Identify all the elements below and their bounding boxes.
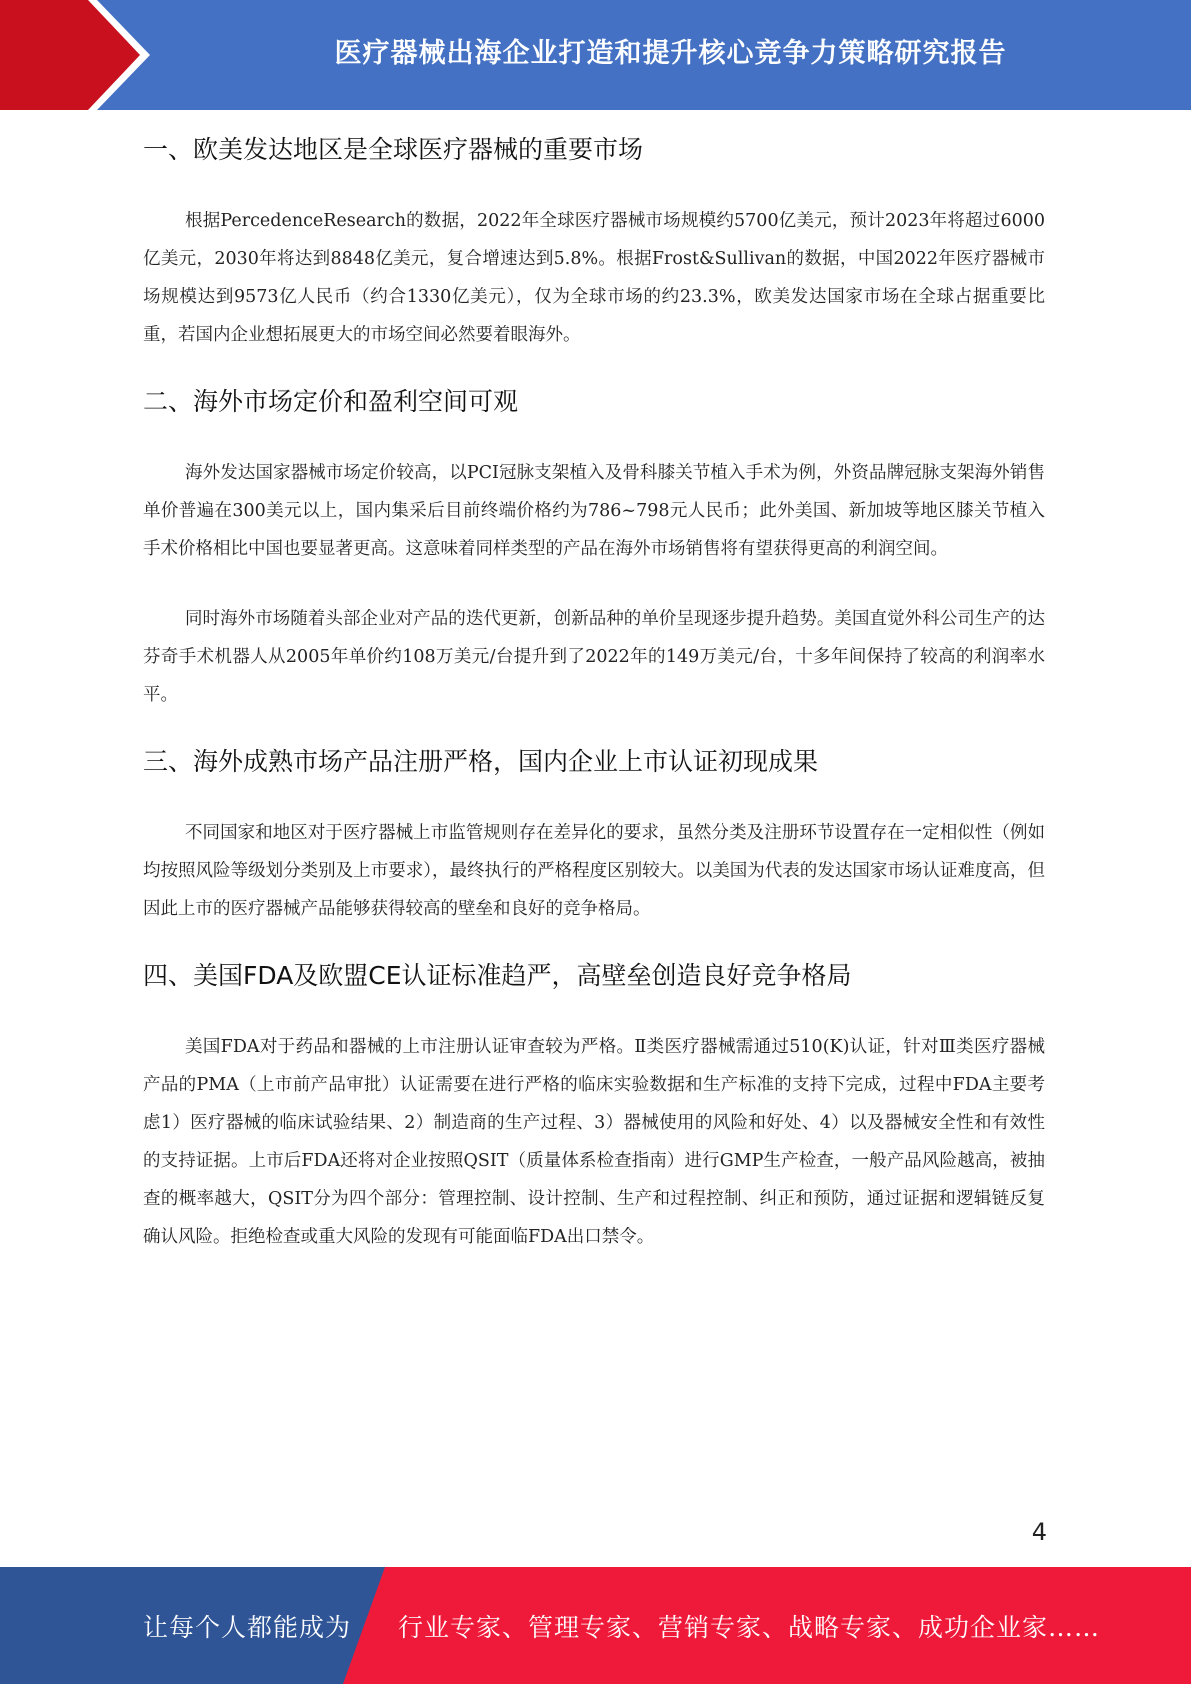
section-2-paragraph-2: 同时海外市场随着头部企业对产品的迭代更新，创新品种的单价呈现逐步提升趋势。美国直觉外科公司生产的达芬奇手术机器人从2005年单价约108万美元/台提升到了2022年的149万美元/台，十多年间保持了较高的利润率水平。	[143, 609, 1045, 705]
section-heading-1: 一、欧美发达地区是全球医疗器械的重要市场	[143, 135, 644, 164]
footer-slogan-left: 让每个人都能成为	[143, 1612, 352, 1642]
page-header	[0, 0, 1191, 110]
page-footer	[0, 1567, 1191, 1684]
section-3-paragraph-1: 不同国家和地区对于医疗器械上市监管规则存在差异化的要求，虽然分类及注册环节设置存在一定相似性（例如均按照风险等级划分类别及上市要求），最终执行的严格程度区别较大。以美国为代表的发达国家市场认证难度高，但因此上市的医疗器械产品能够获得较高的壁垒和良好的竞争格局。	[143, 823, 1045, 919]
section-1-paragraph-1: 根据PercedenceResearch的数据，2022年全球医疗器械市场规模约5700亿美元，预计2023年将超过6000亿美元，2030年将达到8848亿美元，复合增速达到5.8%。根据Frost&Sullivan的数据，中国2022年医疗器械市场规模达到9573亿人民币（约合1330亿美元），仅为全球市场的约23.3%，欧美发达国家市场在全球占据重要比重，若国内企业想拓展更大的市场空间必然要着眼海外。	[143, 211, 1045, 345]
header-chevron-decoration	[0, 0, 160, 110]
section-2-paragraph-1: 海外发达国家器械市场定价较高，以PCI冠脉支架植入及骨科膝关节植入手术为例，外资品牌冠脉支架海外销售单价普遍在300美元以上，国内集采后目前终端价格约为786~798元人民币；此外美国、新加坡等地区膝关节植入手术价格相比中国也要显著更高。这意味着同样类型的产品在海外市场销售将有望获得更高的利润空间。	[143, 463, 1045, 559]
report-title: 医疗器械出海企业打造和提升核心竞争力策略研究报告	[334, 37, 1007, 69]
document-body	[143, 128, 1045, 1256]
section-heading-2: 二、海外市场定价和盈利空间可观	[143, 387, 519, 416]
section-4-paragraph-1: 美国FDA对于药品和器械的上市注册认证审查较为严格。Ⅱ类医疗器械需通过510(K)认证，针对Ⅲ类医疗器械产品的PMA（上市前产品审批）认证需要在进行严格的临床实验数据和生产标准的支持下完成，过程中FDA主要考虑1）医疗器械的临床试验结果、2）制造商的生产过程、3）器械使用的风险和好处、4）以及器械安全性和有效性的支持证据。上市后FDA还将对企业按照QSIT（质量体系检查指南）进行GMP生产检查，一般产品风险越高，被抽查的概率越大，QSIT分为四个部分：管理控制、设计控制、生产和过程控制、纠正和预防，通过证据和逻辑链反复确认风险。拒绝检查或重大风险的发现有可能面临FDA出口禁令。	[143, 1037, 1045, 1247]
section-heading-3: 三、海外成熟市场产品注册严格，国内企业上市认证初现成果	[143, 747, 819, 776]
footer-slogan-right: 行业专家、管理专家、营销专家、战略专家、成功企业家……	[398, 1612, 1101, 1642]
page-number: 4	[1031, 1518, 1047, 1546]
section-heading-4: 四、美国FDA及欧盟CE认证标准趋严，高壁垒创造良好竞争格局	[143, 961, 852, 990]
